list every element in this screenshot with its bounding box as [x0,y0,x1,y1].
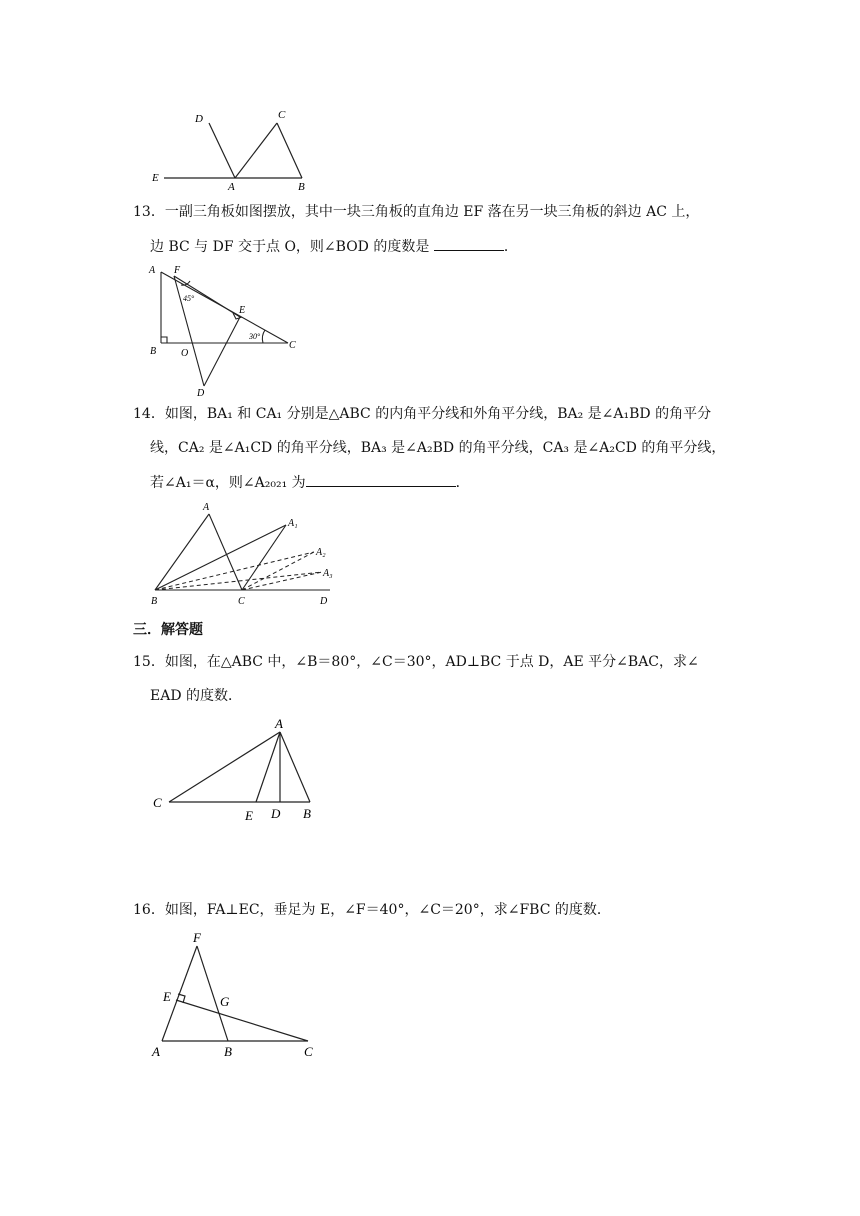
q15-line2: EAD 的度数． [150,688,243,704]
q13-text-line1 [133,202,699,222]
angle-45-label: 45° [183,294,195,303]
label-E: E [163,989,171,1004]
q13-number: 13． [133,204,165,220]
figure-q13 [145,262,315,400]
q13-text-line2 [150,236,518,257]
label-E: E [152,172,159,184]
label-A: A [152,1044,160,1059]
label-C: C [238,596,245,607]
q13-line1: 一副三角板如图摆放，其中一块三角板的直角边 EF 落在另一块三角板的斜边 AC 上， [164,204,700,220]
figure-q14 [145,500,345,612]
figure-q12 [140,100,340,195]
q15-number: 15． [133,654,165,670]
q14-line1: 如图，BA₁ 和 CA₁ 分别是△ABC 的内角平分线和外角平分线，BA₂ 是∠A₁BD 的角平分 [164,406,712,422]
label-A1: A₁ [288,518,298,529]
q16-text-line1 [133,900,611,920]
label-C: C [278,109,286,121]
q16-number: 16． [133,902,165,918]
label-A3: A₃ [323,568,333,579]
label-E: E [239,305,246,316]
label-F: F [174,265,181,276]
label-C: C [153,795,162,810]
label-B: B [151,596,158,607]
angle-30-label: 30° [249,332,261,341]
q13-line2: 边 BC 与 DF 交于点 O，则∠BOD 的度数是 [150,239,430,255]
label-D: D [195,113,203,125]
figure-q16 [145,928,335,1062]
q14-line3: 若∠A₁＝α，则∠A₂₀₂₁ 为 [150,475,306,491]
q13-answer-blank[interactable] [434,236,504,251]
label-A: A [149,265,156,276]
q15-text-line2 [150,686,242,706]
label-C: C [289,340,296,351]
q16-line1: 如图，FA⊥EC，垂足为 E，∠F＝40°，∠C＝20°，求∠FBC 的度数． [164,902,611,918]
label-C: C [304,1044,313,1059]
label-D: D [320,596,328,607]
q14-text-line3 [150,472,470,493]
label-D: D [197,388,205,399]
label-B: B [298,181,305,193]
label-D: D [271,806,281,821]
q14-text-line1 [133,404,711,424]
label-F: F [193,930,201,945]
q14-line2: 线，CA₂ 是∠A₁CD 的角平分线，BA₃ 是∠A₂BD 的角平分线，CA₃ 是∠A₂CD 的角平分线， [150,440,726,456]
label-A2: A₂ [316,547,326,558]
label-G: G [220,994,230,1009]
label-A: A [275,716,283,731]
figure-q15 [145,712,345,828]
q14-answer-blank[interactable] [306,472,456,487]
label-A: A [203,502,210,513]
section-title-answers: 三．解答题 [133,622,203,638]
label-A: A [228,181,235,193]
q14-end: ． [455,475,470,491]
label-B: B [224,1044,232,1059]
label-O: O [181,348,189,359]
q15-line1: 如图，在△ABC 中，∠B＝80°，∠C＝30°，AD⊥BC 于点 D，AE 平分∠BAC，求∠ [164,654,699,670]
label-B: B [150,346,157,357]
q14-number: 14． [133,406,165,422]
q13-end: ． [503,239,518,255]
q14-text-line2 [150,438,725,458]
label-B: B [303,806,311,821]
label-E: E [245,808,253,823]
q15-text-line1 [133,652,699,672]
